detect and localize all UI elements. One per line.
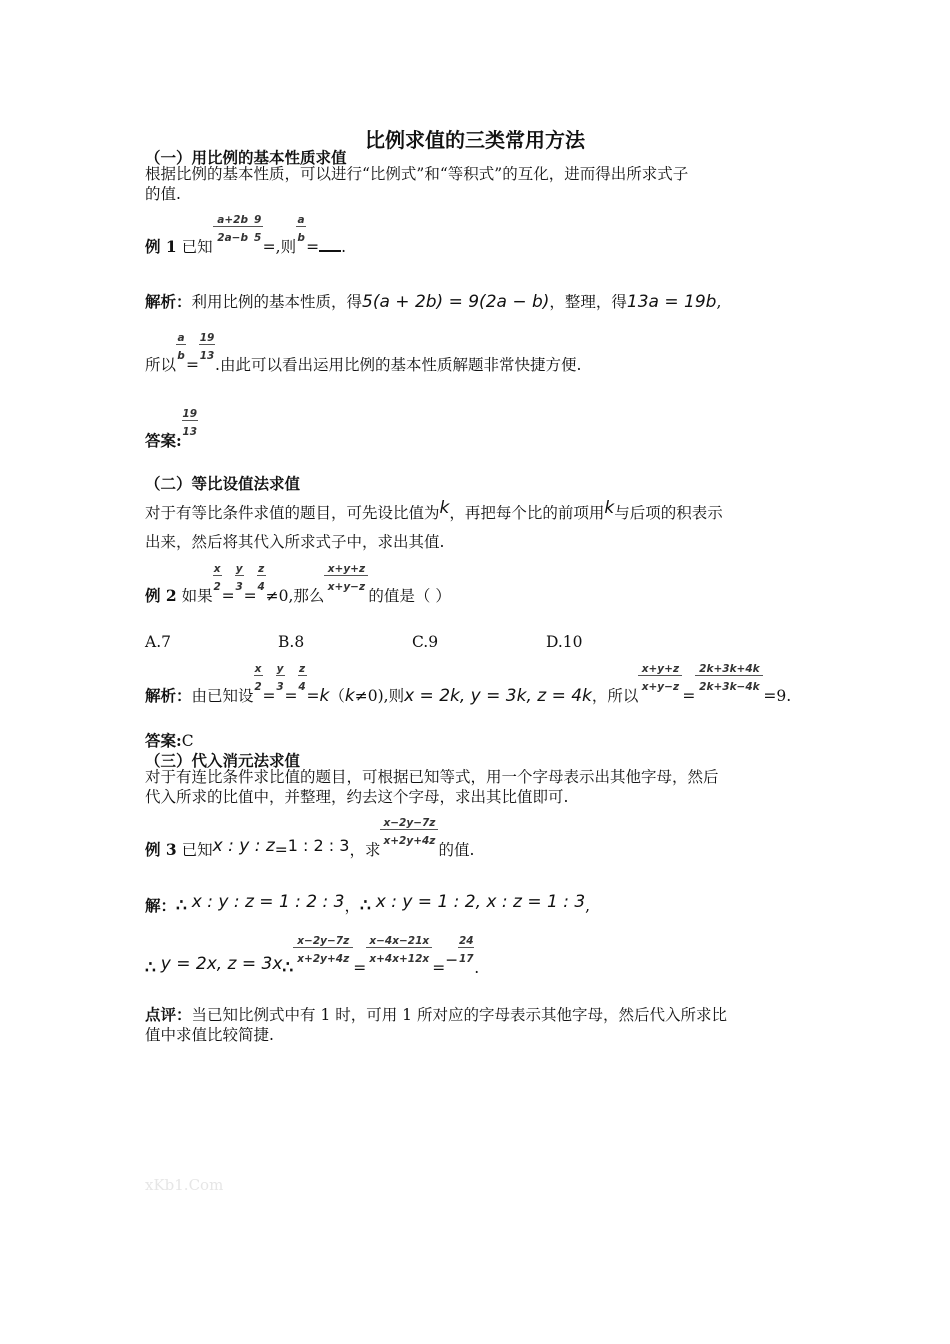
review-line-1: [145, 1005, 727, 1025]
solution-text: ，所以: [591, 687, 639, 705]
fraction-numerator: x+y+z: [327, 563, 366, 575]
solution-text: =9.: [763, 687, 792, 705]
fraction-denominator: 2a−b: [217, 232, 248, 244]
variable-k: k: [439, 498, 450, 518]
fraction-bar: [254, 675, 263, 676]
ratio-expression: x : y : z: [212, 836, 275, 856]
answer-2: [145, 731, 194, 751]
solution-text: .: [474, 959, 480, 977]
section-1-heading: （一）用比例的基本性质求值: [145, 148, 347, 167]
equals-sign: =: [432, 959, 446, 977]
fraction-denominator: x+y−z: [641, 681, 680, 693]
solution-label: 解析：: [145, 686, 192, 705]
fraction-bar: [298, 675, 307, 676]
fraction-denominator: 2: [213, 581, 221, 593]
solution-text: ,: [716, 293, 722, 311]
equation: 5(a + 2b) = 9(2a − b): [362, 292, 550, 312]
fraction-numerator: y: [276, 663, 284, 675]
option-a: A.7: [145, 633, 171, 651]
ratio-values: 1 : 2 : 3: [287, 836, 350, 855]
fraction: [276, 663, 285, 701]
fraction: [296, 214, 306, 252]
example-1-text: .: [341, 238, 347, 256]
fraction: [235, 563, 244, 601]
section-2-intro-line-1: [145, 498, 723, 523]
equals-sign: =: [353, 959, 367, 977]
fraction-denominator: 3: [235, 581, 243, 593]
answer-1: [145, 408, 198, 451]
fraction-numerator: 19: [199, 332, 215, 344]
fraction-numerator: x−4x−21x: [369, 935, 430, 947]
example-1-text: 已知: [181, 238, 213, 256]
example-1-text: ,则: [275, 238, 297, 256]
fraction-numerator: x−2y−7z: [383, 817, 436, 829]
equals-sign: =: [221, 587, 235, 605]
solution-text: ，: [344, 897, 360, 915]
fraction-denominator: 3: [276, 681, 284, 693]
fraction-bar: [257, 575, 266, 576]
section-3-intro-line-1: 对于有连比条件求比值的题目，可根据已知等式，用一个字母表示出其他字母，然后: [145, 768, 719, 786]
solution-label: 解析：: [145, 292, 192, 311]
review-text: 当已知比例式中有 1 时，可用 1 所对应的字母表示其他字母，然后代入所求比: [191, 1006, 727, 1024]
equals-sign: =: [262, 687, 276, 705]
section-2-heading: （二）等比设值法求值: [145, 474, 301, 493]
example-1-text: =: [262, 238, 276, 256]
fraction: [176, 332, 186, 370]
equals-sign: =: [284, 687, 298, 705]
example-1-text: =: [306, 238, 320, 256]
intro-text: ，再把每个比的前项用: [449, 504, 605, 522]
variable-k: k: [604, 498, 615, 518]
fraction-numerator: a: [177, 332, 185, 344]
fraction-denominator: 17: [458, 953, 474, 965]
solution-text: 由已知设: [191, 687, 254, 705]
solution-3-line-2: [145, 935, 480, 978]
fraction-denominator: x+2y+4z: [297, 953, 350, 965]
fraction-denominator: x+2y+4z: [383, 835, 436, 847]
solution-1-line-1: [145, 292, 721, 312]
example-3-label: 例 3: [145, 840, 177, 859]
answer-blank: [319, 246, 341, 252]
fraction: [298, 663, 307, 701]
therefore-symbol: ∴: [282, 958, 294, 978]
variable-k: k: [319, 686, 330, 706]
answer-value: C: [181, 732, 194, 750]
fraction: [458, 935, 474, 973]
solution-text: 所以: [145, 356, 177, 374]
fraction-denominator: 5: [253, 232, 262, 244]
minus-sign: −: [445, 951, 459, 969]
fraction: [638, 663, 682, 701]
fraction-denominator: 2k+3k−4k: [699, 681, 760, 693]
fraction: [253, 214, 263, 252]
therefore-symbol: ∴: [176, 896, 187, 916]
fraction-bar: [182, 420, 198, 421]
intro-text: 对于有等比条件求值的题目，可先设比值为: [145, 504, 440, 522]
fraction: [380, 817, 438, 855]
fraction-denominator: 13: [199, 350, 215, 362]
fraction-bar: [235, 575, 244, 576]
fraction: [695, 663, 763, 701]
section-1-intro-line-2: 的值.: [145, 185, 181, 203]
fraction-bar: [296, 226, 306, 227]
therefore-symbol: ∴: [145, 958, 156, 978]
answer-label: 答案:: [145, 431, 182, 450]
fraction-bar: [293, 947, 353, 948]
review-label: 点评：: [145, 1005, 192, 1024]
equation: 13a = 19b: [626, 292, 717, 312]
solution-label: 解：: [145, 896, 177, 915]
fraction-denominator: x+4x+12x: [369, 953, 430, 965]
fraction-numerator: x: [213, 563, 221, 575]
review-line-2: 值中求值比较简捷.: [145, 1026, 274, 1044]
option-d: D.10: [546, 633, 583, 651]
option-b: B.8: [278, 633, 305, 651]
fraction-denominator: 13: [182, 426, 198, 438]
option-c: C.9: [412, 633, 439, 651]
section-3-heading: （三）代入消元法求值: [145, 751, 301, 770]
fraction-bar: [324, 575, 368, 576]
fraction-bar: [366, 947, 432, 948]
fraction-bar: [380, 829, 438, 830]
fraction-denominator: 4: [298, 681, 306, 693]
fraction-bar: [458, 947, 474, 948]
fraction-numerator: x−2y−7z: [297, 935, 350, 947]
fraction-denominator: 2: [254, 681, 262, 693]
example-3-text: ，求: [349, 841, 381, 859]
fraction-numerator: 19: [182, 408, 198, 420]
solution-text: （: [329, 687, 345, 705]
solution-text: 利用比例的基本性质，得: [191, 293, 363, 311]
fraction-bar: [253, 226, 263, 227]
example-2: [145, 563, 451, 606]
section-1-intro-line-1: 根据比例的基本性质，可以进行“比例式”和“等积式”的互化，进而得出所求式子: [145, 165, 689, 183]
fraction: [213, 214, 253, 252]
example-3-text: 的值.: [438, 841, 475, 859]
equation: y = 2x, z = 3x: [160, 954, 283, 974]
fraction-bar: [276, 675, 285, 676]
fraction-denominator: x+y−z: [327, 581, 366, 593]
fraction: [254, 663, 263, 701]
watermark: xKb1.Com: [145, 1176, 224, 1194]
page-title: 比例求值的三类常用方法: [365, 128, 585, 152]
fraction-numerator: z: [298, 663, 306, 675]
solution-text: ，整理，得: [549, 293, 627, 311]
fraction-bar: [695, 675, 763, 676]
solution-text: .由此可以看出运用比例的基本性质解题非常快捷方便.: [215, 356, 582, 374]
fraction-denominator: b: [177, 350, 185, 362]
fraction-numerator: 9: [253, 214, 262, 226]
fraction-bar: [638, 675, 682, 676]
fraction: [324, 563, 368, 601]
equals-sign: =: [243, 587, 257, 605]
equation: x : y = 1 : 2, x : z = 1 : 3: [375, 892, 586, 912]
fraction: [257, 563, 266, 601]
solution-3-line-1: [145, 892, 591, 916]
equation: x = 2k, y = 3k, z = 4k: [404, 686, 592, 706]
example-1: [145, 214, 347, 257]
solution-1-line-2: [145, 332, 582, 375]
equals-sign: =: [682, 687, 696, 705]
fraction-bar: [213, 575, 222, 576]
fraction: [366, 935, 432, 973]
fraction: [182, 408, 198, 446]
variable-k: k: [344, 686, 355, 706]
example-3: [145, 817, 475, 860]
equation: x : y : z = 1 : 2 : 3: [191, 892, 345, 912]
equals-sign: =: [306, 687, 320, 705]
solution-text: ,: [585, 897, 591, 915]
answer-label: 答案:: [145, 731, 182, 750]
solution-text: ≠0),则: [354, 687, 405, 705]
fraction-denominator: 4: [257, 581, 265, 593]
example-1-label: 例 1: [145, 237, 177, 256]
section-3-intro-line-2: 代入所求的比值中，并整理，约去这个字母，求出其比值即可.: [145, 788, 569, 806]
fraction-numerator: y: [235, 563, 243, 575]
example-2-text: ≠0,那么: [265, 587, 325, 605]
fraction-numerator: 24: [458, 935, 474, 947]
section-2-intro-line-2: 出来，然后将其代入所求式子中，求出其值.: [145, 533, 445, 551]
fraction: [199, 332, 215, 370]
fraction: [293, 935, 353, 973]
example-2-label: 例 2: [145, 586, 177, 605]
solution-text: =: [186, 356, 200, 374]
solution-2: [145, 663, 792, 706]
fraction-denominator: b: [297, 232, 305, 244]
fraction-numerator: a: [297, 214, 305, 226]
fraction-numerator: a+2b: [217, 214, 248, 226]
equals-sign: =: [274, 841, 288, 859]
fraction-bar: [213, 226, 253, 227]
example-3-text: 已知: [181, 841, 213, 859]
fraction: [213, 563, 222, 601]
therefore-symbol: ∴: [359, 896, 371, 916]
fraction-numerator: x+y+z: [641, 663, 680, 675]
fraction-numerator: 2k+3k+4k: [699, 663, 760, 675]
fraction-bar: [199, 344, 215, 345]
fraction-bar: [176, 344, 186, 345]
fraction-numerator: x: [254, 663, 262, 675]
intro-text: 与后项的积表示: [614, 504, 723, 522]
example-2-text: 如果: [181, 587, 213, 605]
fraction-numerator: z: [258, 563, 265, 575]
example-2-text: 的值是（ ）: [368, 587, 451, 605]
